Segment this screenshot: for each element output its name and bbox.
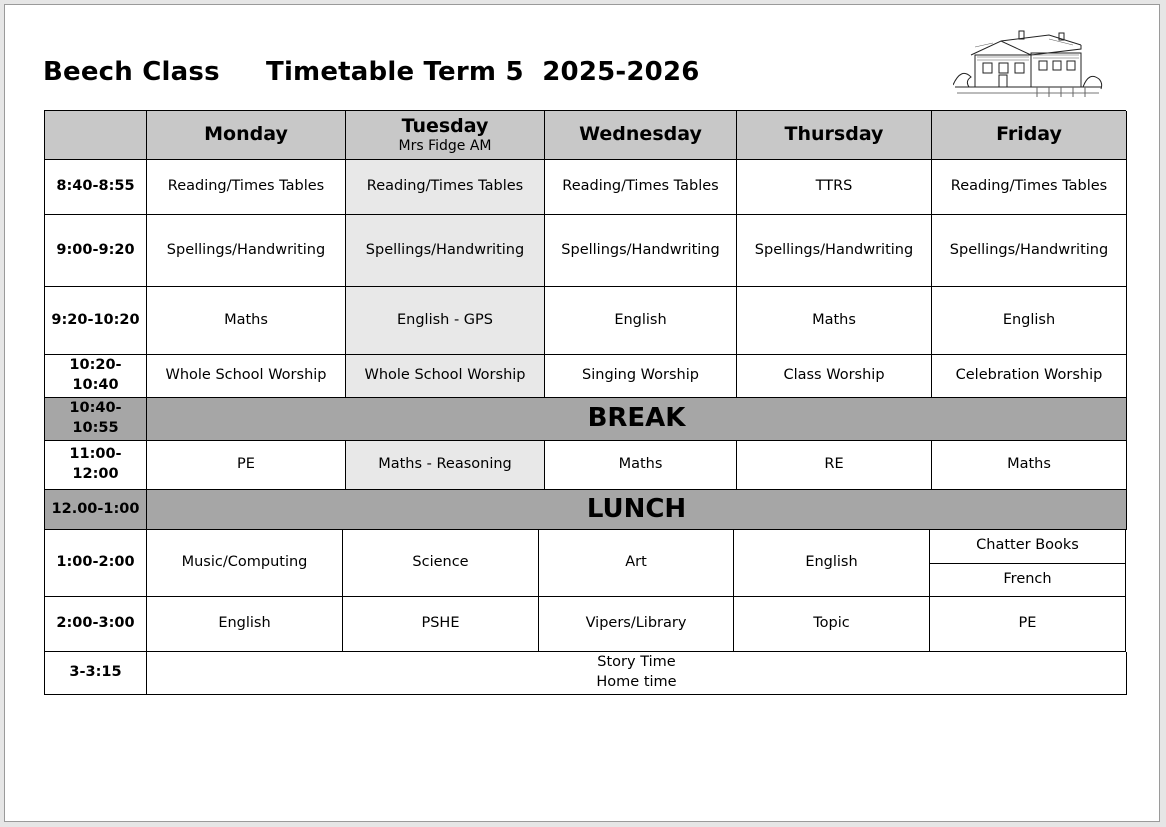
lesson-cell-wednesday: Spellings/Handwriting: [545, 215, 737, 287]
lesson-cell-thursday: Class Worship: [737, 355, 932, 398]
time-slot: 9:00-9:20: [45, 215, 147, 287]
time-line: 10:40: [72, 377, 119, 393]
time-line: 11:00-: [69, 446, 122, 463]
afternoon-row: [147, 530, 1127, 597]
page-title: Beech Class Timetable Term 5 2025-2026: [43, 57, 700, 87]
lesson-cell-friday: Maths: [932, 441, 1127, 490]
lesson-cell-friday: Spellings/Handwriting: [932, 215, 1127, 287]
time-slot: 3-3:15: [45, 652, 147, 695]
day-label: Tuesday: [401, 115, 489, 138]
time-slot: 9:20-10:20: [45, 287, 147, 355]
lesson-cell-wednesday: Art: [539, 530, 734, 597]
lesson-cell-monday: Music/Computing: [147, 530, 343, 597]
lesson-cell-wednesday: Vipers/Library: [539, 597, 734, 652]
lesson-cell-monday: Spellings/Handwriting: [147, 215, 346, 287]
timetable-page: [4, 4, 1160, 822]
lesson-cell-wednesday: English: [545, 287, 737, 355]
lesson-cell-friday: English: [932, 287, 1127, 355]
time-line: 10:40-: [69, 400, 122, 417]
lesson-cell-monday: Reading/Times Tables: [147, 160, 346, 215]
time-slot: [45, 398, 147, 441]
lesson-cell-monday: English: [147, 597, 343, 652]
lesson-cell-thursday: Maths: [737, 287, 932, 355]
header-corner: [45, 111, 147, 160]
lesson-line: Story Time: [597, 654, 676, 671]
time-line: 10:20-: [69, 357, 122, 374]
time-slot: 12.00-1:00: [45, 490, 147, 530]
lesson-cell-wednesday: Singing Worship: [545, 355, 737, 398]
time-slot: [45, 441, 147, 490]
header-wednesday: Wednesday: [545, 111, 737, 160]
lesson-cell-tuesday: Science: [343, 530, 539, 597]
afternoon-row: [147, 597, 1127, 652]
lesson-cell-tuesday: Whole School Worship: [346, 355, 545, 398]
lesson-split-part: French: [1003, 570, 1052, 587]
lesson-cell-tuesday: Maths - Reasoning: [346, 441, 545, 490]
header-monday: Monday: [147, 111, 346, 160]
lesson-cell-friday: PE: [930, 597, 1126, 652]
time-slot: [45, 355, 147, 398]
time-line: 10:55: [72, 420, 119, 436]
story-home-cell: [147, 652, 1127, 695]
lunch-band: LUNCH: [147, 490, 1127, 530]
time-slot: 1:00-2:00: [45, 530, 147, 597]
lesson-cell-monday: PE: [147, 441, 346, 490]
lesson-cell-friday: Celebration Worship: [932, 355, 1127, 398]
lesson-cell-thursday: TTRS: [737, 160, 932, 215]
lesson-cell-monday: Maths: [147, 287, 346, 355]
header-thursday: Thursday: [737, 111, 932, 160]
lesson-cell-tuesday: English - GPS: [346, 287, 545, 355]
time-slot: 2:00-3:00: [45, 597, 147, 652]
lesson-cell-thursday: Topic: [734, 597, 930, 652]
lesson-cell-tuesday: Spellings/Handwriting: [346, 215, 545, 287]
lesson-cell-friday: Reading/Times Tables: [932, 160, 1127, 215]
school-house-sketch-icon: [953, 27, 1103, 103]
lesson-split-part: Chatter Books: [930, 530, 1125, 564]
header-friday: Friday: [932, 111, 1127, 160]
lesson-cell-thursday: RE: [737, 441, 932, 490]
time-slot: 8:40-8:55: [45, 160, 147, 215]
time-line: 12:00: [72, 466, 119, 482]
timetable-grid: [44, 110, 1126, 695]
lesson-cell-tuesday: Reading/Times Tables: [346, 160, 545, 215]
break-band: BREAK: [147, 398, 1127, 441]
lesson-cell-monday: Whole School Worship: [147, 355, 346, 398]
lesson-cell-thursday: English: [734, 530, 930, 597]
lesson-cell-friday: [930, 530, 1126, 597]
lesson-cell-tuesday: PSHE: [343, 597, 539, 652]
tuesday-note: Mrs Fidge AM: [398, 137, 492, 154]
lesson-line: Home time: [596, 674, 677, 690]
lesson-cell-wednesday: Reading/Times Tables: [545, 160, 737, 215]
lesson-cell-thursday: Spellings/Handwriting: [737, 215, 932, 287]
header-tuesday: [346, 111, 545, 160]
lesson-cell-wednesday: Maths: [545, 441, 737, 490]
